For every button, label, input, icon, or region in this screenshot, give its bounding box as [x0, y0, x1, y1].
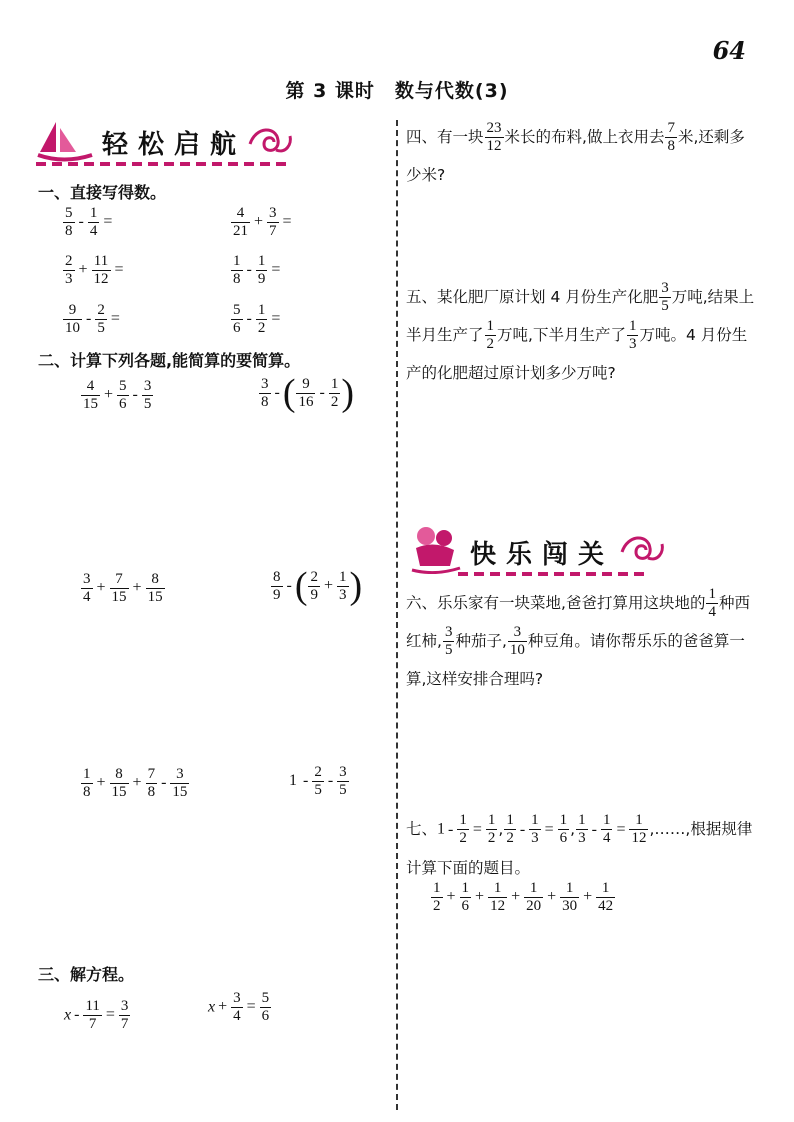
q1-item-3: $\frac{2}{3}$ + $\frac{11}{12}$ = — [65, 253, 124, 287]
column-divider — [396, 120, 398, 1110]
banner-underline — [458, 572, 648, 576]
banner-title: 轻松启航 — [102, 130, 247, 160]
q1-item-2: $\frac{4}{21}$ + $\frac{3}{7}$ = — [233, 205, 292, 239]
q2-expr-6: 1 - $\frac{2}{5}$ - $\frac{3}{5}$ — [289, 764, 347, 798]
q2-heading: 二、计算下列各题,能简算的要简算。 — [38, 351, 301, 370]
q6: 六、乐乐家有一块菜地,爸爸打算用这块地的 $\frac{1}{4}$ 种西红柿, $\frac{3}{5}$ 种茄子, $\frac{3}{10}$ 种豆角。请你帮乐乐的爸爸算一算,这样安排合理吗? — [406, 586, 750, 688]
swirl-ornament-icon — [618, 532, 668, 568]
q2-expr-5: $\frac{1}{8}$ + $\frac{8}{15}$ + $\frac{7}{8}$ - $\frac{3}{15}$ — [83, 766, 188, 800]
q4: 四、有一块 $\frac{23}{12}$ 米长的布料,做上衣用去 $\frac{7}{8}$ 米,还剩多少米? — [406, 120, 745, 184]
page-number: 64 — [712, 36, 746, 65]
q5: 五、某化肥厂原计划 4 月份生产化肥 $\frac{3}{5}$ 万吨,结果上半月生产了 $\frac{1}{2}$ 万吨,下半月生产了 $\frac{1}{3}$ 万吨。4 月份生产的化肥超过原计划多少万吨? — [406, 280, 755, 382]
swirl-ornament-icon — [246, 124, 296, 160]
q2-expr-2: $\frac{3}{8}$ -( $\frac{9}{16}$ - $\frac{1}{2}$ ) — [261, 372, 354, 414]
q2-expr-4: $\frac{8}{9}$ -( $\frac{2}{9}$ + $\frac{1}{3}$ ) — [273, 565, 363, 607]
q1-heading: 一、直接写得数。 — [38, 183, 167, 202]
section-banner-1 — [36, 118, 296, 168]
q3-heading: 三、解方程。 — [38, 965, 135, 984]
q2-expr-3: $\frac{3}{4}$ + $\frac{7}{15}$ + $\frac{8}{15}$ — [83, 571, 163, 605]
q7: 七、1 - $\frac{1}{2}$ = $\frac{1}{2}$ , $\frac{1}{2}$ - $\frac{1}{3}$ = $\frac{1}{6}$ , $\frac{1}{3}$ - $\frac{1}{4}$ = $\frac{1}{12}$ ,……,根据规律计算下面的题目。 — [406, 812, 753, 877]
section-banner-2 — [408, 522, 668, 578]
page-title: 第 3 课时 数与代数(3) — [285, 80, 509, 102]
q7-series-expression: $\frac{1}{2}$ + $\frac{1}{6}$ + $\frac{1}{12}$ + $\frac{1}{20}$ + $\frac{1}{30}$ + $\frac{1}{42}$ — [433, 880, 614, 914]
q3-equation-2: x + $\frac{3}{4}$ = $\frac{5}{6}$ — [208, 990, 270, 1024]
children-mascot-icon — [408, 522, 462, 574]
q1-item-5: $\frac{9}{10}$ - $\frac{2}{5}$ = — [65, 302, 120, 336]
q3-equation-1: x - $\frac{11}{7}$ = $\frac{3}{7}$ — [64, 998, 129, 1032]
q1-item-4: $\frac{1}{8}$ - $\frac{1}{9}$ = — [233, 253, 281, 287]
q1-item-6: $\frac{5}{6}$ - $\frac{1}{2}$ = — [233, 302, 281, 336]
banner-underline — [36, 162, 286, 166]
banner-title: 快乐闯关 — [470, 540, 615, 570]
q1-item-1: $\frac{5}{8}$ - $\frac{1}{4}$ = — [65, 205, 113, 239]
q2-expr-1: $\frac{4}{15}$ + $\frac{5}{6}$ - $\frac{3}{5}$ — [83, 378, 152, 412]
sailboat-icon — [36, 118, 96, 164]
